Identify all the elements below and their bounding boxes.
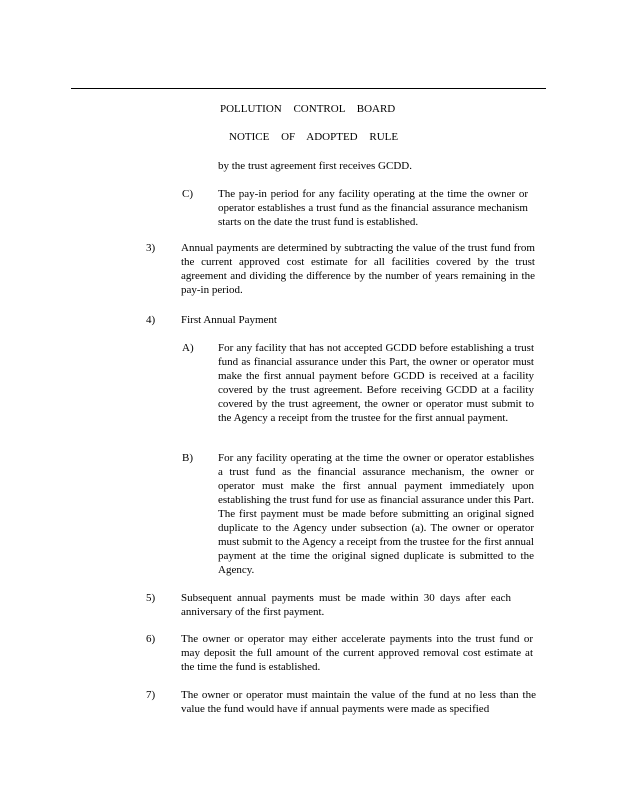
- item-2c-text: The pay-in period for any facility operating at the time the owner or operator establishes a trust fund as the financial assurance mechanism starts on the date the trust fund is established.: [218, 188, 528, 228]
- item-4b-label: B): [182, 452, 193, 464]
- item-4a-text: For any facility that has not accepted GCDD before establishing a trust fund as financial assurance under this Part, the owner or operator must make the first annual payment before GCDD is received at a facility covered by the trust agreement. Before receiving GCDD at a facility covered by the trust agreement, the owner or operator must submit to the Agency a receipt from the trustee for the first annual payment.: [218, 342, 534, 424]
- item-4-label: 4): [146, 314, 156, 326]
- header-rule: [71, 88, 546, 89]
- agency-header: POLLUTION CONTROL BOARD: [220, 103, 396, 115]
- item-6-text: The owner or operator may either accelerate payments into the trust fund or may deposit the full amount of the current approved removal cost estimate at the time the fund is established.: [181, 633, 533, 673]
- item-3-label: 3): [146, 242, 156, 254]
- item-3-text: Annual payments are determined by subtracting the value of the trust fund from the current approved cost estimate for all facilities covered by the trust agreement and dividing the difference by the number of years remaining in the pay-in period.: [181, 242, 535, 296]
- item-5-text: Subsequent annual payments must be made within 30 days after each anniversary of the first payment.: [181, 592, 511, 618]
- continuation-text: by the trust agreement first receives GCDD.: [218, 160, 412, 172]
- item-7-label: 7): [146, 689, 156, 701]
- item-5-label: 5): [146, 592, 156, 604]
- item-4-title: First Annual Payment: [181, 314, 277, 326]
- item-6-label: 6): [146, 633, 156, 645]
- item-2c-label: C): [182, 188, 193, 200]
- item-7-text: The owner or operator must maintain the value of the fund at no less than the value the fund would have if annual payments were made as specified: [181, 689, 536, 715]
- item-4a-label: A): [182, 342, 194, 354]
- notice-header: NOTICE OF ADOPTED RULE: [229, 131, 399, 143]
- item-4b-text: For any facility operating at the time the owner or operator establishes a trust fund as the financial assurance mechanism, the owner or operator must make the first annual payment immediately upon establishing the trust fund for use as financial assurance under this Part. The first payment must be made before submitting an original signed duplicate to the Agency under subsection (a). The owner or operator must submit to the Agency a receipt from the trustee for the first annual payment at the time the original signed duplicate is submitted to the Agency.: [218, 452, 534, 576]
